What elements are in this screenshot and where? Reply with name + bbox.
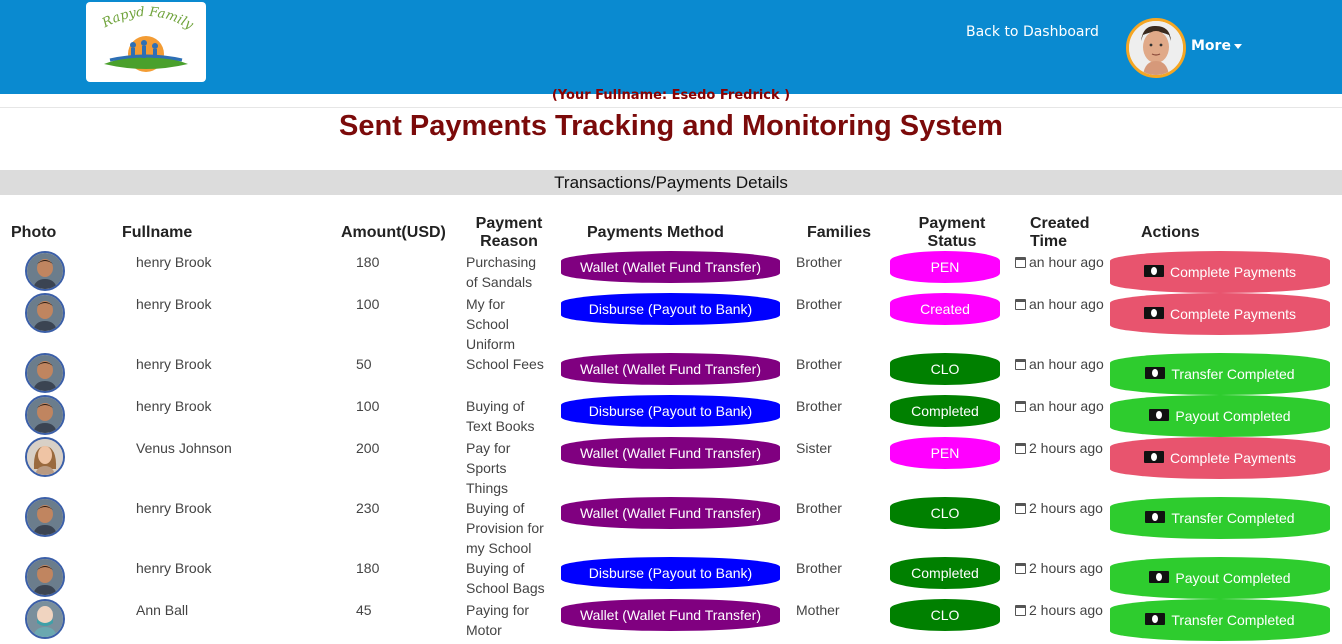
payment-reason: Buying of Provision for my School	[466, 500, 544, 556]
calendar-icon	[1015, 563, 1026, 574]
action-label: Complete Payments	[1169, 306, 1297, 322]
family-relation: Brother	[796, 296, 842, 312]
column-header-created-line2: Time	[1030, 233, 1068, 250]
complete-payments-button[interactable]	[1110, 437, 1330, 479]
money-icon	[1144, 451, 1164, 463]
payment-method-badge: Wallet (Wallet Fund Transfer)	[561, 599, 780, 631]
recipient-fullname: Ann Ball	[136, 602, 189, 618]
payment-reason: Purchasing of Sandals	[466, 254, 537, 290]
recipient-photo	[25, 395, 65, 435]
payment-method-badge: Disburse (Payout to Bank)	[561, 395, 780, 427]
payment-status-badge: CLO	[890, 599, 1000, 631]
fullname-note: (Your Fullname: Esedo Fredrick )	[551, 88, 791, 103]
calendar-icon	[1015, 257, 1026, 268]
column-header-amount: Amount(USD)	[341, 224, 446, 241]
top-navbar	[0, 0, 1342, 94]
family-relation: Brother	[796, 254, 842, 270]
section-title: Transactions/Payments Details	[0, 170, 1342, 195]
payment-status-badge: Completed	[890, 395, 1000, 427]
created-time	[1015, 600, 1105, 620]
column-header-reason	[470, 215, 548, 251]
payment-status-badge: Completed	[890, 557, 1000, 589]
recipient-fullname: henry Brook	[136, 398, 212, 414]
page-title: Sent Payments Tracking and Monitoring System	[339, 110, 1003, 142]
family-relation: Brother	[796, 398, 842, 414]
created-time-text: an hour ago	[1029, 254, 1104, 270]
calendar-icon	[1015, 359, 1026, 370]
money-icon	[1145, 613, 1165, 625]
svg-text:Rapyd Family	[99, 5, 196, 33]
created-time-text: 2 hours ago	[1029, 440, 1103, 456]
created-time-text: an hour ago	[1029, 398, 1104, 414]
family-relation: Mother	[796, 602, 840, 618]
money-icon	[1144, 307, 1164, 319]
created-time-text: 2 hours ago	[1029, 500, 1103, 516]
recipient-fullname: henry Brook	[136, 296, 212, 312]
action-label: Transfer Completed	[1171, 366, 1295, 382]
amount: 230	[356, 500, 380, 516]
transfer-completed-button[interactable]	[1110, 497, 1330, 539]
calendar-icon	[1015, 443, 1026, 454]
transfer-completed-button[interactable]	[1110, 353, 1330, 395]
payment-reason: School Fees	[466, 356, 544, 372]
amount: 180	[356, 560, 380, 576]
column-header-families: Families	[807, 224, 872, 241]
amount: 50	[356, 356, 372, 372]
calendar-icon	[1015, 299, 1026, 310]
created-time	[1015, 498, 1105, 518]
money-icon	[1145, 367, 1165, 379]
complete-payments-button[interactable]	[1110, 251, 1330, 293]
column-header-reason-line1: Payment	[475, 215, 543, 232]
column-header-status-line1: Payment	[918, 215, 986, 232]
payment-method-badge: Disburse (Payout to Bank)	[561, 293, 780, 325]
recipient-photo	[25, 599, 65, 639]
money-icon	[1149, 409, 1169, 421]
payment-status-badge: CLO	[890, 497, 1000, 529]
amount: 180	[356, 254, 380, 270]
more-dropdown[interactable]	[1191, 38, 1242, 54]
payment-method-badge: Disburse (Payout to Bank)	[561, 557, 780, 589]
caret-down-icon	[1234, 44, 1242, 49]
recipient-fullname: henry Brook	[136, 254, 212, 270]
logo[interactable]	[86, 2, 206, 82]
action-label: Complete Payments	[1169, 264, 1297, 280]
created-time	[1015, 396, 1105, 416]
created-time	[1015, 558, 1105, 578]
payment-reason: Pay for Sports Things	[466, 440, 511, 496]
family-relation: Sister	[796, 440, 832, 456]
payout-completed-button[interactable]	[1110, 557, 1330, 599]
money-icon	[1145, 511, 1165, 523]
created-time	[1015, 252, 1105, 272]
action-label: Complete Payments	[1169, 450, 1297, 466]
recipient-photo	[25, 293, 65, 333]
column-header-method: Payments Method	[587, 224, 724, 241]
calendar-icon	[1015, 503, 1026, 514]
recipient-fullname: Venus Johnson	[136, 440, 232, 456]
action-label: Payout Completed	[1175, 570, 1291, 586]
amount: 45	[356, 602, 372, 618]
payment-reason: Paying for Motor	[466, 602, 530, 638]
created-time-text: an hour ago	[1029, 356, 1104, 372]
payment-method-badge: Wallet (Wallet Fund Transfer)	[561, 437, 780, 469]
created-time	[1015, 294, 1105, 314]
calendar-icon	[1015, 605, 1026, 616]
family-relation: Brother	[796, 500, 842, 516]
transfer-completed-button[interactable]	[1110, 599, 1330, 641]
column-header-reason-line2: Reason	[480, 233, 538, 250]
recipient-photo	[25, 437, 65, 477]
payment-status-badge: CLO	[890, 353, 1000, 385]
amount: 100	[356, 296, 380, 312]
recipient-photo	[25, 353, 65, 393]
recipient-photo	[25, 557, 65, 597]
payment-status-badge: Created	[890, 293, 1000, 325]
payment-reason: Buying of Text Books	[466, 398, 535, 434]
payment-reason: Buying of School Bags	[466, 560, 545, 596]
back-to-dashboard-link[interactable]: Back to Dashboard	[966, 24, 1099, 40]
column-header-status-line2: Status	[927, 233, 977, 250]
user-avatar[interactable]	[1126, 18, 1186, 78]
complete-payments-button[interactable]	[1110, 293, 1330, 335]
family-relation: Brother	[796, 356, 842, 372]
money-icon	[1144, 265, 1164, 277]
created-time-text: an hour ago	[1029, 296, 1104, 312]
column-header-fullname: Fullname	[122, 224, 193, 241]
payment-status-badge: PEN	[890, 251, 1000, 283]
calendar-icon	[1015, 401, 1026, 412]
payout-completed-button[interactable]	[1110, 395, 1330, 437]
money-icon	[1149, 571, 1169, 583]
action-label: Transfer Completed	[1171, 612, 1295, 628]
payment-method-badge: Wallet (Wallet Fund Transfer)	[561, 497, 780, 529]
recipient-photo	[25, 251, 65, 291]
payment-method-badge: Wallet (Wallet Fund Transfer)	[561, 251, 780, 283]
created-time	[1015, 354, 1105, 374]
action-label: Transfer Completed	[1171, 510, 1295, 526]
divider	[0, 107, 1342, 108]
more-label: More	[1191, 38, 1231, 54]
column-header-photo: Photo	[11, 224, 57, 241]
created-time-text: 2 hours ago	[1029, 602, 1103, 618]
family-relation: Brother	[796, 560, 842, 576]
created-time-text: 2 hours ago	[1029, 560, 1103, 576]
logo-text: Rapyd Family	[99, 4, 196, 33]
column-header-created	[1030, 215, 1090, 251]
column-header-actions: Actions	[1141, 224, 1200, 241]
payment-status-badge: PEN	[890, 437, 1000, 469]
payment-reason: My for School Uniform	[466, 296, 516, 352]
column-header-created-line1: Created	[1030, 215, 1090, 232]
amount: 100	[356, 398, 380, 414]
recipient-fullname: henry Brook	[136, 500, 212, 516]
recipient-fullname: henry Brook	[136, 560, 212, 576]
column-header-status	[912, 215, 992, 251]
created-time	[1015, 438, 1105, 458]
amount: 200	[356, 440, 380, 456]
action-label: Payout Completed	[1175, 408, 1291, 424]
payment-method-badge: Wallet (Wallet Fund Transfer)	[561, 353, 780, 385]
recipient-photo	[25, 497, 65, 537]
recipient-fullname: henry Brook	[136, 356, 212, 372]
